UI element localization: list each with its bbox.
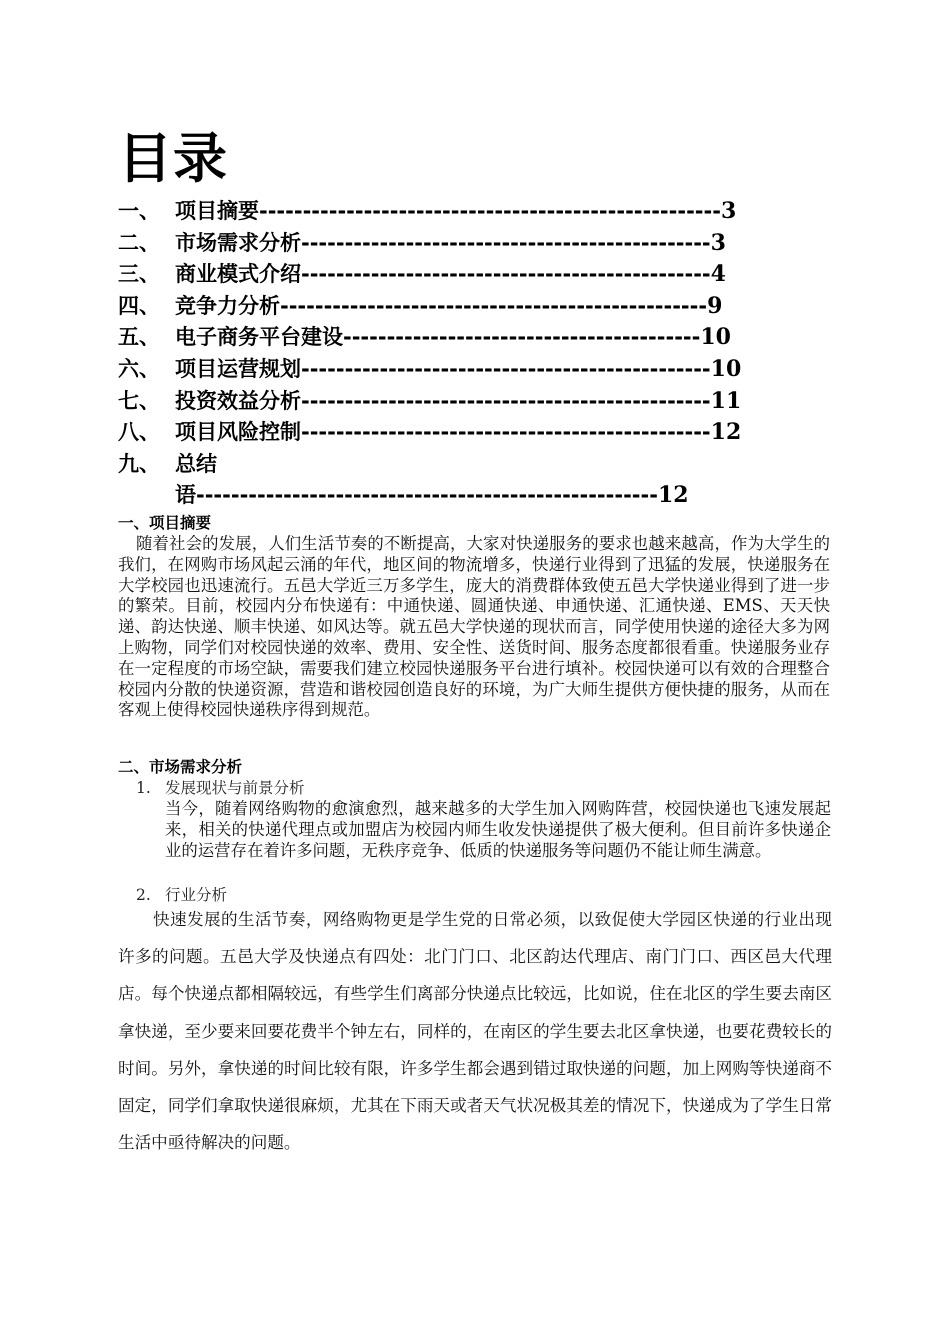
toc-entry[interactable]	[118, 228, 838, 260]
toc-entry-page: 10	[700, 324, 731, 351]
section-heading: 二、市场需求分析	[118, 758, 243, 776]
toc-leader: -----------------------------------------------------	[196, 483, 658, 508]
toc-entry[interactable]	[118, 354, 838, 386]
list-item-body: 快速发展的生活节奏，网络购物更是学生党的日常必须，以致促使大学园区快递的行业出现许多的问题。五邑大学及快递点有四处：北门门口、北区韵达代理店、南门门口、西区邑大代理店。每个快递点都相隔较远，有些学生们离部分快递点比较远，比如说，住在北区的学生要去南区拿快递，至少要来回要花费半个钟左右，同样的，在南区的学生要去北区拿快递，也要花费较长的时间。另外，拿快递的时间比较有限，许多学生都会遇到错过取快递的问题，加上网购等快递商不固定，同学们拿取快递很麻烦，尤其在下雨天或者天气状况极其差的情况下，快递成为了学生日常生活中亟待解决的问题。	[118, 910, 832, 1153]
toc-entry-page: 12	[710, 419, 742, 446]
toc-entry-number: 二、	[118, 230, 160, 255]
section-heading: 一、项目摘要	[118, 514, 212, 532]
toc-entry[interactable]	[118, 386, 838, 418]
toc-leader: -----------------------------------------------	[301, 230, 711, 255]
toc-entry-page: 11	[710, 387, 742, 414]
toc-leader: -----------------------------------------------	[301, 356, 711, 381]
list-item-number: 2.	[136, 886, 151, 904]
toc-entry-label: 项目风险控制	[175, 420, 301, 445]
toc-entry-label: 项目运营规划	[175, 356, 301, 381]
toc-entry-number: 三、	[118, 262, 160, 287]
toc-entry[interactable]	[118, 322, 838, 354]
list-item-label: 发展现状与前景分析	[165, 779, 305, 797]
toc-entry-label: 电子商务平台建设	[175, 325, 343, 350]
toc-entry-number: 一、	[118, 199, 160, 223]
toc-entry-label: 投资效益分析	[175, 388, 301, 413]
toc-entry-label: 项目摘要	[175, 199, 259, 223]
toc-entry-page: 3	[710, 229, 726, 256]
toc-entry-label: 商业模式介绍	[175, 262, 301, 287]
list-item-body: 当今，随着网络购物的愈演愈烈，越来越多的大学生加入网购阵营，校园快递也飞速发展起来，相关的快递代理点或加盟店为校园内师生收发快递提供了极大便利。但目前许多快递企业的运营存在着许多问题，无秩序竞争、低质的快递服务等问题仍不能让师生满意。	[165, 799, 831, 860]
toc-entry-page: 3	[720, 198, 737, 224]
toc-entry[interactable]	[118, 449, 838, 481]
table-of-contents	[118, 196, 838, 512]
toc-entry-number: 七、	[118, 388, 160, 413]
toc-entry-number: 四、	[118, 293, 160, 318]
toc-entry-continuation[interactable]	[118, 480, 838, 512]
toc-leader: -----------------------------------------------	[301, 420, 711, 445]
toc-entry-label: 竞争力分析	[175, 293, 280, 318]
toc-entry-page: 10	[710, 355, 742, 382]
toc-entry-label: 市场需求分析	[175, 230, 301, 255]
toc-entry-label: 语	[175, 483, 196, 508]
toc-entry-number: 六、	[118, 356, 160, 381]
section-body: 随着社会的发展，人们生活节奏的不断提高，大家对快递服务的要求也越来越高，作为大学生的我们，在网购市场风起云涌的年代，地区间的物流增多，快递行业得到了迅猛的发展，快递服务在大学校园也迅速流行。五邑大学近三万多学生，庞大的消费群体致使五邑大学快递业得到了进一步的繁荣。目前，校园内分布快递有：中通快递、圆通快递、申通快递、汇通快递、EMS、天天快递、韵达快递、顺丰快递、如风达等。就五邑大学快递的现状而言，同学使用快递的途径大多为网上购物，同学们对校园快递的效率、费用、安全性、送货时间、服务态度都很看重。快递服务业存在一定程度的市场空缺，需要我们建立校园快递服务平台进行填补。校园快递可以有效的合理整合校园内分散的快递资源，营造和谐校园创造良好的环境，为广大师生提供方便快捷的服务，从而在客观上使得校园快递秩序得到规范。	[118, 534, 830, 720]
toc-entry-number: 五、	[118, 325, 160, 350]
toc-entry[interactable]	[118, 291, 838, 323]
toc-leader: -----------------------------------------------	[301, 388, 711, 413]
toc-entry-page: 12	[657, 482, 689, 509]
toc-entry-page: 9	[707, 292, 723, 319]
toc-leader: -----------------------------------------------	[301, 262, 711, 287]
toc-entry-page: 4	[710, 261, 726, 288]
toc-entry[interactable]	[118, 196, 838, 228]
list-item-number: 1.	[136, 779, 151, 797]
toc-entry-label: 总结	[175, 451, 217, 476]
toc-entry-number: 八、	[118, 420, 160, 445]
toc-title: 目录	[118, 127, 228, 190]
toc-entry-number: 九、	[118, 451, 160, 476]
toc-leader: -----------------------------------------------------	[259, 199, 721, 223]
toc-entry[interactable]	[118, 259, 838, 291]
toc-leader: -----------------------------------------	[343, 325, 701, 350]
toc-leader: -------------------------------------------------	[280, 293, 708, 318]
list-item-label: 行业分析	[165, 886, 228, 904]
toc-entry[interactable]	[118, 417, 838, 449]
